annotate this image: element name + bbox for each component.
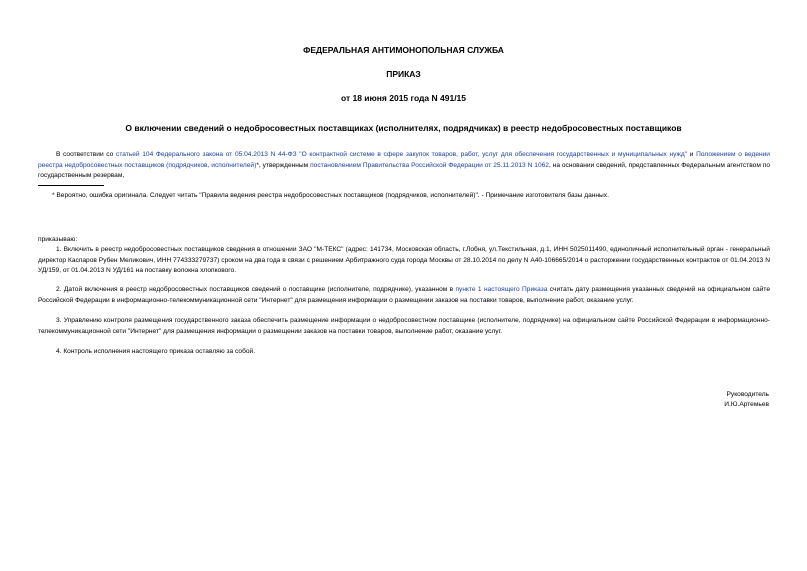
government-decree-link[interactable]: постановлением Правительства Российской Федерации от 25.11.2013 N 1062 [310, 161, 549, 169]
preamble-paragraph [38, 150, 770, 182]
signature-position: Руководитель [726, 391, 769, 398]
order-item-2-text-b: считать дату размещения указанных сведений на официальном сайте Российской Федерации в информационно-телекоммуникационной сети "Интернет" для размещения информации о размещении заказов на поставки товаров, выполнение работ, оказание услуг. [38, 286, 770, 304]
item-1-link[interactable]: пункте 1 настоящего Приказа [455, 286, 548, 293]
regulation-link[interactable]: Положением о ведении реестра недобросовестных поставщиков (подрядчиков, исполнителей) [38, 151, 770, 169]
document-type: ПРИКАЗ [386, 69, 421, 79]
preamble-text-3: *, утвержденным [256, 161, 311, 169]
order-word: приказываю: [38, 236, 78, 243]
order-item-2 [38, 285, 770, 306]
preamble-text-4: , на основании сведений, представленных Федеральным агентством по государственным резервам, [38, 161, 771, 179]
document-title: О включении сведений о недобросовестных поставщиках (исполнителях, подрядчиках) в реестр недобросовестных поставщиков [125, 123, 682, 133]
order-item-1: 1. Включить в реестр недобросовестных поставщиков сведения в отношении ЗАО "М-ТЕКС" (адрес: 141734, Московская область, г.Лобня, ул.Текстильная, д.1, ИНН 5025011490, единоличный исполнительный орган - генеральный директор Каспаров Рубен Меликович, ИНН 774333279737) сроком на два года в связи с решением Арбитражного суда города Москвы от 28.10.2014 по делу N А40-106665/2014 о расторжении государственных контрактов от 01.04.2013 N УД/159, от 01.04.2013 N УД/161 на поставку волокна хлопкового. [38, 246, 770, 274]
signature-name: И.Ю.Артемьев [724, 401, 769, 408]
order-item-4: 4. Контроль исполнения настоящего приказа оставляю за собой. [56, 348, 256, 355]
document-date-number: от 18 июня 2015 года N 491/15 [340, 93, 467, 103]
order-item-2-text-a: 2. Датой включения в реестр недобросовестных поставщиков сведений о поставщике (исполнителе, подрядчике), указанном в [56, 286, 456, 293]
preamble-text-2: и [687, 151, 697, 158]
agency-name: ФЕДЕРАЛЬНАЯ АНТИМОНОПОЛЬНАЯ СЛУЖБА [303, 45, 504, 55]
preamble-text-1: В соответствии со [56, 151, 117, 158]
footnote: * Вероятно, ошибка оригинала. Следует читать "Правила ведения реестра недобросовестных поставщиков (подрядчиков, исполнителей)". - Примечание изготовителя базы данных. [52, 192, 609, 199]
order-item-3: 3. Управлению контроля размещения государственного заказа обеспечить размещение информации о недобросовестном поставщике (исполнителе, подрядчике) на официальном сайте Российской Федерации в информационно-телекоммуникационной сети "Интернет" для размещения информации о размещении заказов на поставки товаров, выполнение работ, оказание услуг. [38, 317, 770, 335]
footnote-divider [38, 185, 104, 186]
law-article-link[interactable]: статьей 104 Федерального закона от 05.04.2013 N 44-ФЗ "О контрактной системе в сфере закупок товаров, работ, услуг для обеспечения государственных и муниципальных нужд" [116, 151, 688, 158]
